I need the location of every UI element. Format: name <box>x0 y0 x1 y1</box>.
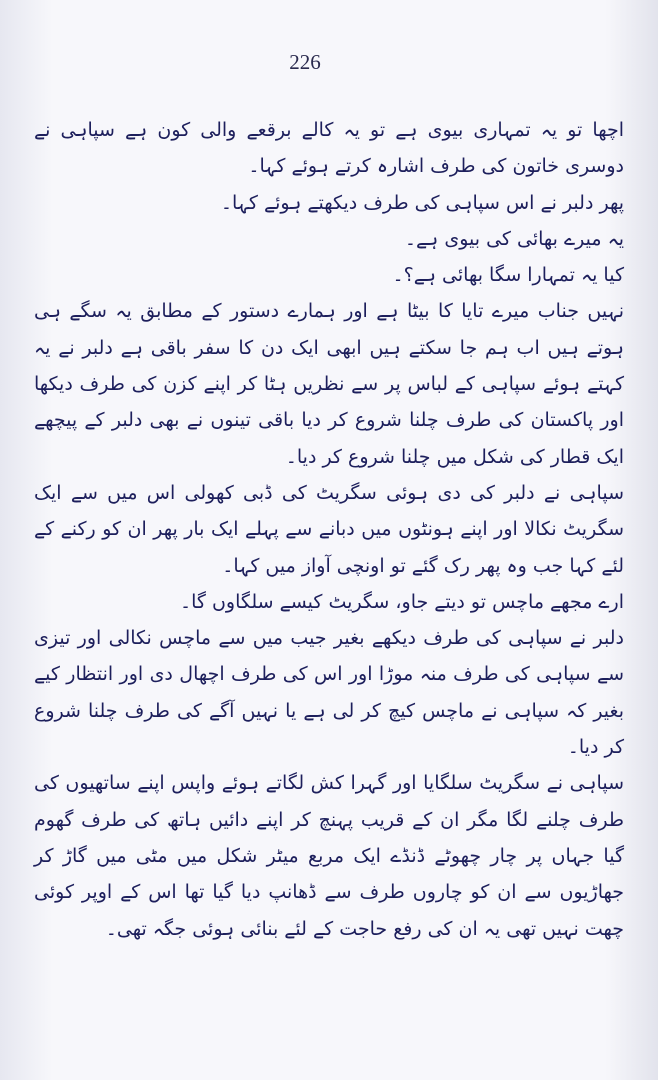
paragraph: ارے مجھے ماچس تو دیتے جاو، سگریٹ کیسے سلگاوں گا۔ <box>179 590 624 613</box>
paragraph: کیا یہ تمہارا سگا بھائی ہے؟۔ <box>392 264 624 287</box>
paragraph: پھر دلبر نے اس سپاہی کی طرف دیکھتے ہوئے کہا۔ <box>220 191 624 214</box>
paragraph: اچھا تو یہ تمہاری بیوی ہے تو یہ کالے برقعے والی کون ہے سپاہی نے دوسری خاتون کی طرف اشارہ کرتے ہوئے کہا۔ <box>34 119 624 178</box>
paragraph: یہ میرے بھائی کی بیوی ہے۔ <box>404 227 624 250</box>
page-body-text <box>34 112 624 947</box>
paragraph: سپاہی نے سگریٹ سلگایا اور گہرا کش لگاتے ہوئے واپس اپنے ساتھیوں کی طرف چلنے لگا مگر ان کے قریب پہنچ کر اپنے دائیں ہاتھ کی طرف گھوم گیا جہاں پر چار چھوٹے ڈنڈے ایک مربع میٹر شکل میں مٹی میں گاڑ کر جھاڑیوں سے ان کو چاروں طرف سے ڈھانپ دیا گیا تھا اس کے اوپر کوئی چھت نہیں تھی یہ ان کی رفع حاجت کے لئے بنائی ہوئی جگہ تھی۔ <box>34 772 624 940</box>
paragraph: دلبر نے سپاہی کی طرف دیکھے بغیر جیب میں سے ماچس نکالی اور تیزی سے سپاہی کی طرف منہ موڑا اور اس کی طرف اچھال دی اور انتظار کیے بغیر کہ سپاہی نے ماچس کیچ کر لی ہے یا نہیں آگے کی طرف چلنا شروع کر دیا۔ <box>34 627 624 759</box>
page-number: 226 <box>289 50 321 74</box>
paragraph: سپاہی نے دلبر کی دی ہوئی سگریٹ کی ڈبی کھولی اس میں سے ایک سگریٹ نکالا اور اپنے ہونٹوں میں دبانے سے پہلے ایک بار پھر ان کو رکنے کے لئے کہا جب وہ پھر رک گئے تو اونچی آواز میں کہا۔ <box>34 481 624 577</box>
paragraph: نہیں جناب میرے تایا کا بیٹا ہے اور ہمارے دستور کے مطابق یہ سگے ہی ہوتے ہیں اب ہم جا سکتے ہیں ابھی ایک دن کا سفر باقی ہے دلبر نے یہ کہتے ہوئے سپاہی کے لباس پر سے نظریں ہٹا کر اپنے کزن کی طرف دیکھا اور پاکستان کی طرف چلنا شروع کر دیا باقی تینوں نے بھی دلبر کے پیچھے ایک قطار کی شکل میں چلنا شروع کر دیا۔ <box>34 300 624 468</box>
